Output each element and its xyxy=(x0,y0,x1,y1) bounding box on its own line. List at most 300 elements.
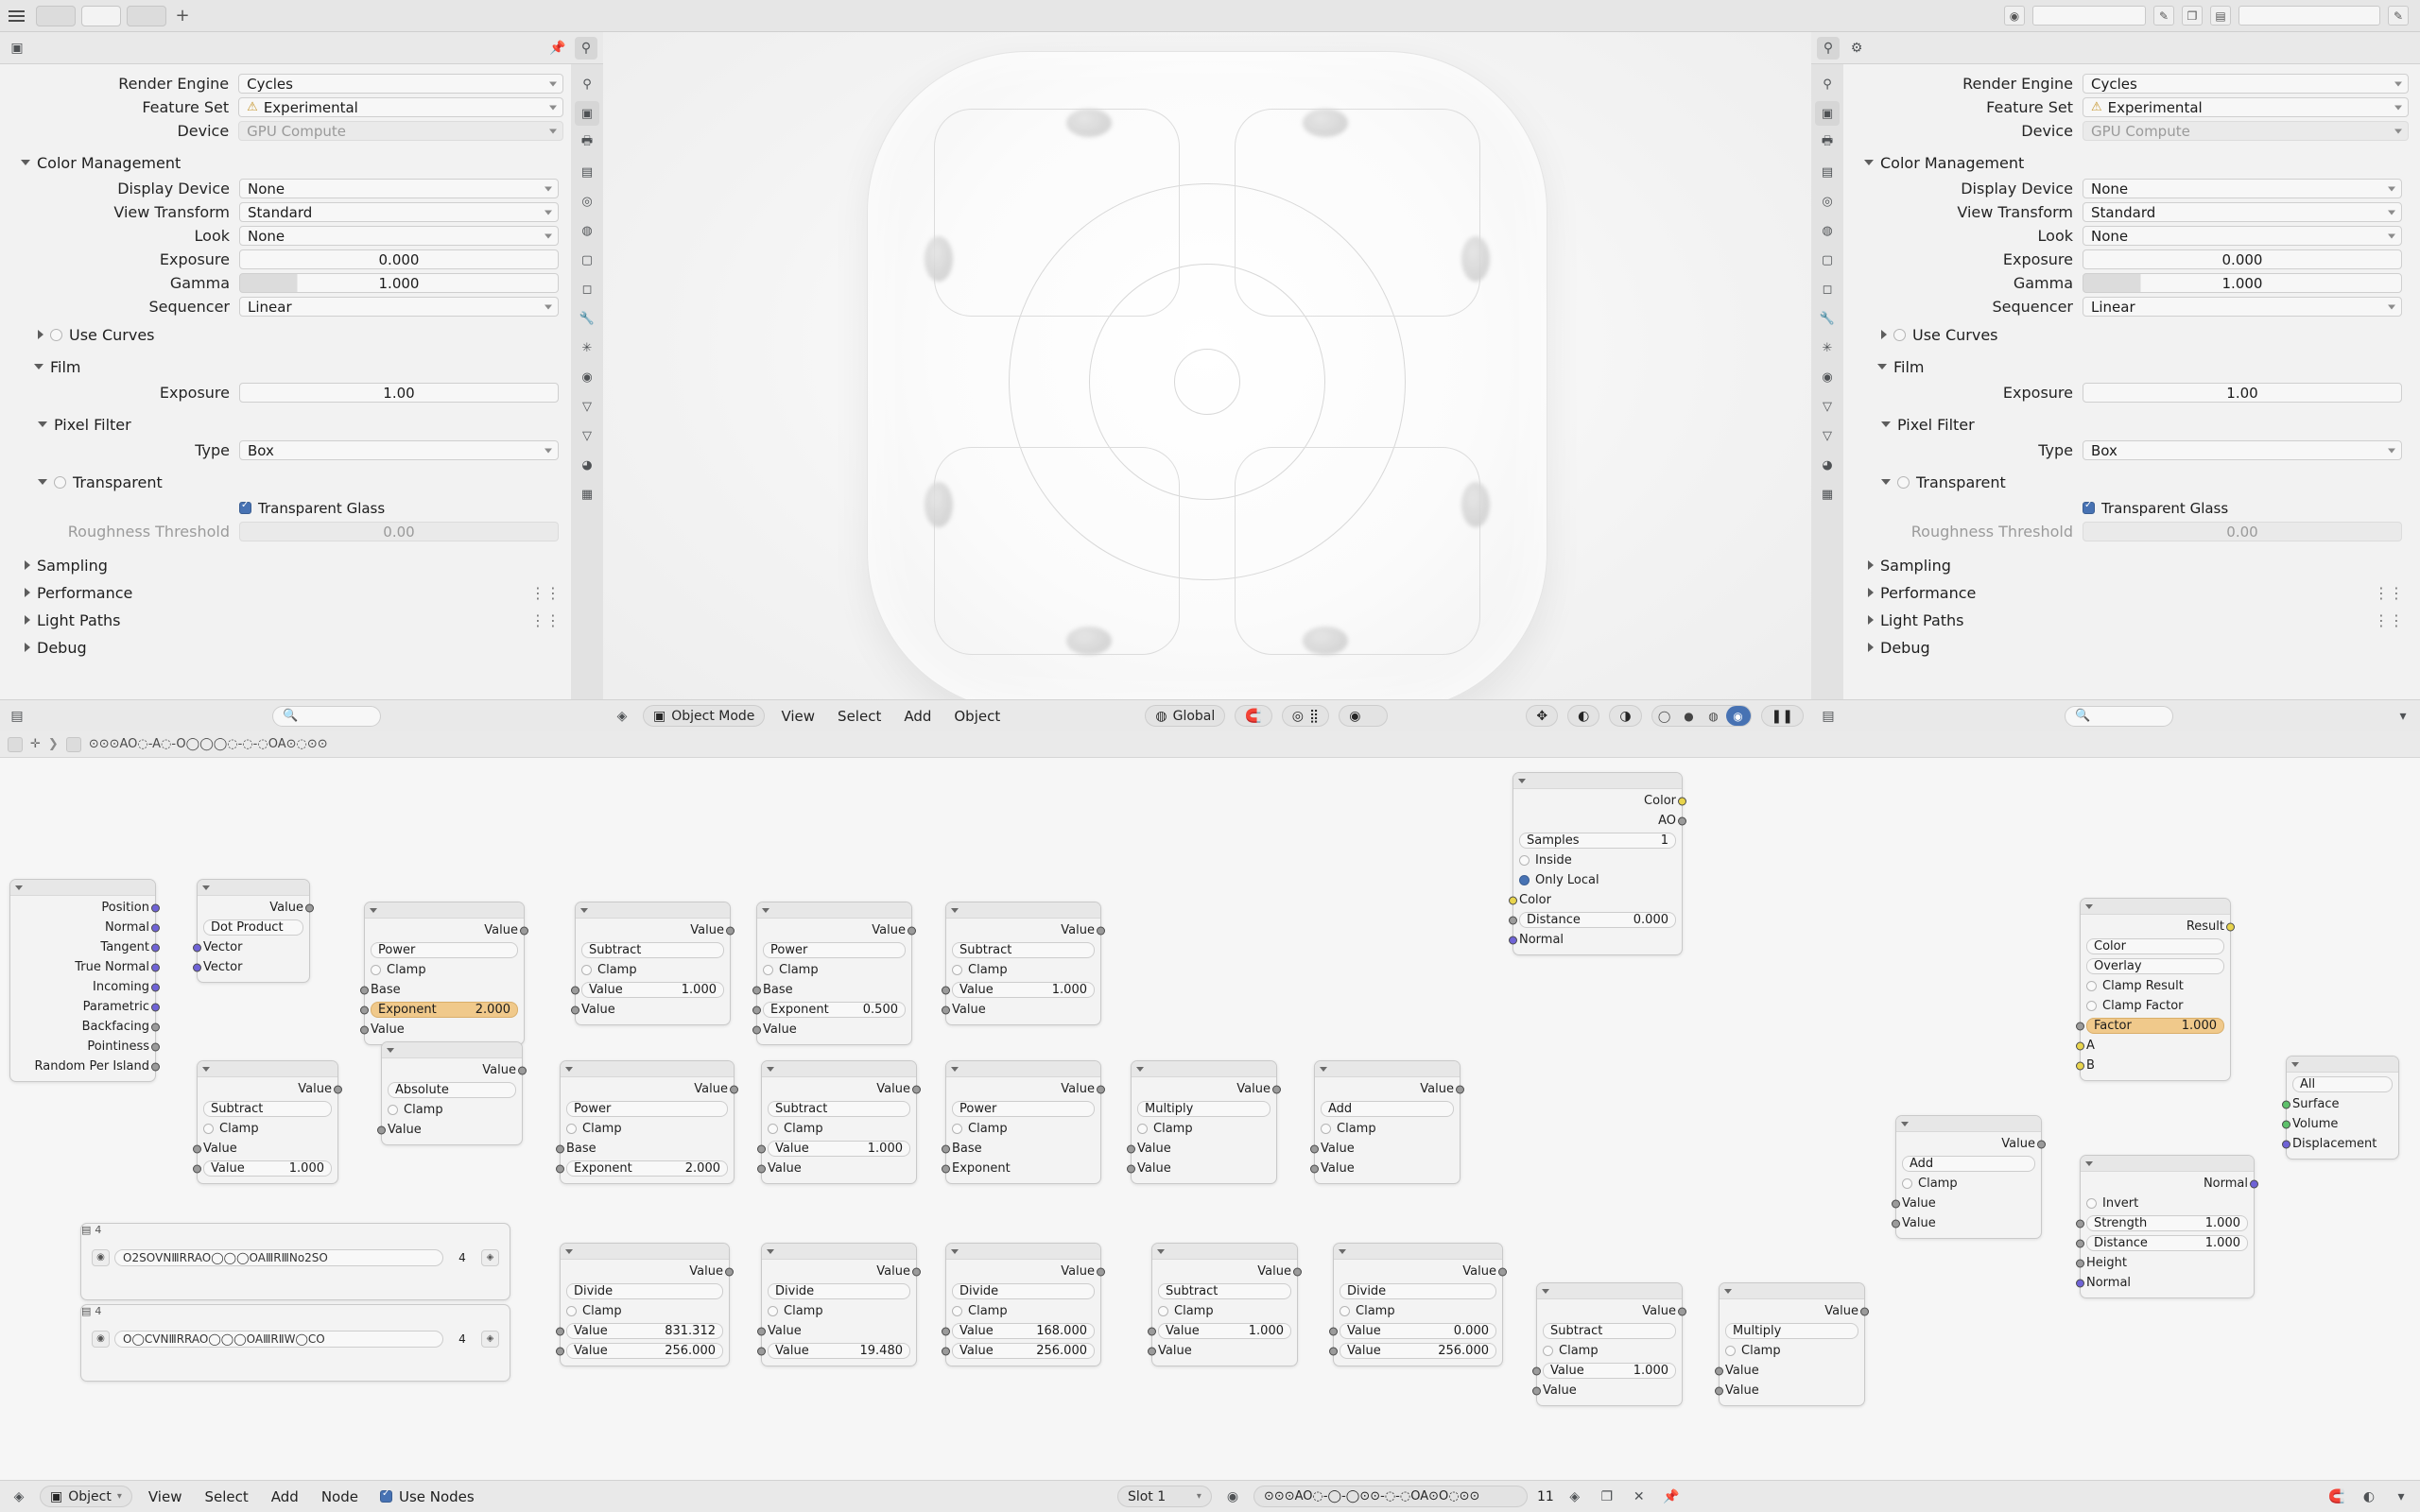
node-input-value-1[interactable]: Value 1.000 xyxy=(581,982,724,998)
node-input-value-2[interactable]: Value 256.000 xyxy=(1340,1343,1496,1359)
tab-tool-right[interactable]: ⚲ xyxy=(1823,77,1832,92)
sequencer-dropdown-right[interactable]: Linear xyxy=(2083,297,2402,317)
node-input-value-2[interactable]: Value xyxy=(581,1002,724,1018)
node-output-backfacing[interactable]: Backfacing xyxy=(16,1019,149,1035)
node-input-value[interactable]: Value xyxy=(371,1022,518,1038)
node-clamp-result-checkbox[interactable]: Clamp Result xyxy=(2086,978,2224,994)
node-math-power-2[interactable] xyxy=(756,902,912,1045)
shader-node-editor[interactable] xyxy=(0,731,2420,1512)
node-output-value[interactable]: Value xyxy=(768,1081,910,1097)
node-clamp-checkbox[interactable]: Clamp xyxy=(388,1102,516,1118)
film-exposure-field-right[interactable]: 1.00 xyxy=(2083,383,2402,403)
node-invert-checkbox[interactable]: Invert xyxy=(2086,1195,2248,1211)
tab-render-right[interactable]: ▣ xyxy=(1815,101,1840,126)
node-input-value-1[interactable]: Value 831.312 xyxy=(566,1323,723,1339)
node-math-divide-3[interactable] xyxy=(945,1243,1101,1366)
scene-icon[interactable]: ◉ xyxy=(2004,6,2025,26)
node-math-subtract-4[interactable] xyxy=(761,1060,917,1184)
node-math-add-1[interactable] xyxy=(1314,1060,1461,1184)
node-clamp-checkbox[interactable]: Clamp xyxy=(1902,1176,2035,1192)
lightpaths-extras-icon[interactable]: ⋮⋮ xyxy=(530,610,561,629)
menu-select[interactable]: Select xyxy=(838,707,882,725)
node-output-value[interactable]: Value xyxy=(1725,1303,1858,1319)
node-output-value[interactable]: Value xyxy=(768,1263,910,1280)
use-nodes-checkbox[interactable]: ✓ Use Nodes xyxy=(380,1488,475,1505)
node-header[interactable] xyxy=(946,902,1100,919)
section-transparent[interactable]: Transparent xyxy=(38,472,563,492)
section-performance-right[interactable]: Performance ⋮⋮ xyxy=(1868,582,2412,603)
node-clamp-checkbox[interactable]: Clamp xyxy=(1725,1343,1858,1359)
node-input-value[interactable]: Value xyxy=(388,1122,516,1138)
node-input-value-1[interactable]: Value xyxy=(768,1323,910,1339)
node-math-subtract-2[interactable] xyxy=(945,902,1101,1025)
node-header[interactable] xyxy=(2287,1057,2398,1073)
tab-data[interactable]: ▽ xyxy=(582,428,592,443)
node-output-value[interactable]: Value xyxy=(952,1263,1095,1280)
shading-material[interactable]: ◍ xyxy=(1708,709,1719,723)
node-input-value-2[interactable]: Value xyxy=(1321,1160,1454,1177)
node-input-a[interactable]: A xyxy=(2086,1038,2224,1054)
node-inside-checkbox[interactable]: Inside xyxy=(1519,852,1676,868)
node-input-normal[interactable]: Normal xyxy=(2086,1275,2248,1291)
use-curves-toggle[interactable]: Use Curves xyxy=(38,324,563,345)
node-output-value[interactable]: Value xyxy=(1902,1136,2035,1152)
node-input-value-2[interactable]: Value xyxy=(1902,1215,2035,1231)
viewport-overlays-toggle[interactable] xyxy=(1567,705,1599,727)
node-header[interactable] xyxy=(1720,1283,1864,1299)
node-operation-dropdown[interactable]: Power xyxy=(566,1101,728,1117)
tab-texture-right[interactable]: ▦ xyxy=(1821,487,1834,502)
node-operation-dropdown[interactable]: Multiply xyxy=(1137,1101,1270,1117)
footer-editor-type-icon[interactable]: ▤ xyxy=(10,708,24,724)
node-math-absolute[interactable] xyxy=(381,1041,523,1145)
add-workspace-button[interactable]: + xyxy=(175,5,190,26)
node-input-value-1[interactable]: Value 1.000 xyxy=(1158,1323,1291,1339)
node-header[interactable]: ▤ 4 xyxy=(81,1224,102,1236)
device-dropdown-right[interactable]: GPU Compute xyxy=(2083,121,2409,141)
node-input-value-2[interactable]: Value xyxy=(1137,1160,1270,1177)
node-menu-select[interactable]: Select xyxy=(204,1487,249,1505)
material-browse-icon[interactable]: ◉ xyxy=(1226,1488,1239,1504)
workspace-tab-1[interactable] xyxy=(36,6,76,26)
node-math-power-4[interactable] xyxy=(945,1060,1101,1184)
node-math-add-2[interactable] xyxy=(1895,1115,2042,1239)
roughness-threshold-field[interactable]: 0.00 xyxy=(239,522,559,541)
node-output-value[interactable]: Value xyxy=(763,922,906,938)
node-header[interactable] xyxy=(762,1061,916,1077)
feature-set-dropdown[interactable]: ⚠ Experimental xyxy=(238,97,563,117)
shader-type-dropdown[interactable]: ▣ Object ▾ xyxy=(40,1486,132,1507)
transparent-glass-checkbox-right[interactable]: ✓ Transparent Glass xyxy=(2083,500,2228,517)
node-menu-view[interactable]: View xyxy=(147,1487,182,1505)
node-operation-dropdown[interactable]: Divide xyxy=(768,1283,910,1299)
pin-icon[interactable]: 📌 xyxy=(549,40,566,56)
sequencer-dropdown[interactable]: Linear xyxy=(239,297,559,317)
gamma-slider-right[interactable]: 1.000 xyxy=(2083,273,2402,293)
node-math-subtract-3[interactable] xyxy=(197,1060,338,1184)
node-samples-field[interactable]: Samples 1 xyxy=(1519,833,1676,849)
tab-modifier-right[interactable]: 🔧 xyxy=(1819,311,1836,326)
snap-toggle[interactable] xyxy=(1235,705,1271,727)
node-math-subtract-5[interactable] xyxy=(1151,1243,1298,1366)
pin-node-icon[interactable]: 📌 xyxy=(1663,1488,1680,1504)
node-clamp-checkbox[interactable]: Clamp xyxy=(1321,1121,1454,1137)
node-output-random-per-island[interactable]: Random Per Island xyxy=(16,1058,149,1074)
node-output-tangent[interactable]: Tangent xyxy=(16,939,149,955)
node-header[interactable] xyxy=(2081,899,2230,915)
node-input-value-2[interactable]: Value xyxy=(768,1160,910,1177)
node-operation-dropdown[interactable]: Subtract xyxy=(1543,1323,1676,1339)
image-filename-field[interactable]: O◯CⅤNⅢRRAO◯◯◯OAⅢRⅡW◯CO xyxy=(114,1331,443,1348)
node-operation-dropdown[interactable]: Subtract xyxy=(952,942,1095,958)
node-clamp-checkbox[interactable]: Clamp xyxy=(581,962,724,978)
node-clamp-checkbox[interactable]: Clamp xyxy=(203,1121,332,1137)
node-header[interactable] xyxy=(1537,1283,1682,1299)
node-ambient-occlusion[interactable] xyxy=(1512,772,1683,955)
tab-modifier[interactable]: 🔧 xyxy=(579,311,596,326)
node-clamp-checkbox[interactable]: Clamp xyxy=(1158,1303,1291,1319)
display-device-dropdown-right[interactable]: None xyxy=(2083,179,2402,198)
new-viewlayer-icon[interactable]: ✎ xyxy=(2388,6,2409,26)
node-output-value[interactable]: Value xyxy=(1321,1081,1454,1097)
node-input-exponent[interactable]: Exponent 2.000 xyxy=(371,1002,518,1018)
properties-search-left[interactable] xyxy=(272,706,381,727)
node-output-true-normal[interactable]: True Normal xyxy=(16,959,149,975)
node-input-vector-1[interactable]: Vector xyxy=(203,939,303,955)
node-bump[interactable] xyxy=(2080,1155,2255,1298)
node-output-ao[interactable]: AO xyxy=(1519,813,1676,829)
node-input-value-1[interactable]: Value 1.000 xyxy=(952,982,1095,998)
menu-add[interactable]: Add xyxy=(904,707,932,725)
transform-orientation-dropdown[interactable]: ◍ Global xyxy=(1145,705,1225,727)
menu-icon[interactable] xyxy=(0,2,32,30)
node-input-value-2[interactable]: Value 19.480 xyxy=(768,1343,910,1359)
tab-material[interactable]: ◕ xyxy=(581,457,593,472)
node-math-power-3[interactable] xyxy=(560,1060,735,1184)
render-engine-dropdown[interactable]: Cycles xyxy=(238,74,563,94)
node-operation-dropdown[interactable]: Add xyxy=(1902,1156,2035,1172)
node-header[interactable] xyxy=(382,1042,522,1058)
node-output-value[interactable]: Value xyxy=(1137,1081,1270,1097)
look-dropdown-right[interactable]: None xyxy=(2083,226,2402,246)
node-output-value[interactable]: Value xyxy=(203,900,303,916)
node-operation-dropdown[interactable]: Power xyxy=(952,1101,1095,1117)
node-input-value-2[interactable]: Value 256.000 xyxy=(952,1343,1095,1359)
node-operation-dropdown[interactable]: Add xyxy=(1321,1101,1454,1117)
node-input-value-1[interactable]: Value 1.000 xyxy=(1543,1363,1676,1379)
shading-mode-selector[interactable] xyxy=(1651,705,1752,727)
tab-scene[interactable]: ◎ xyxy=(581,194,593,209)
tab-data-right[interactable]: ▽ xyxy=(1823,428,1832,443)
node-operation-dropdown[interactable]: Absolute xyxy=(388,1082,516,1098)
node-output-value[interactable]: Value xyxy=(388,1062,516,1078)
workspace-tab-3[interactable] xyxy=(127,6,166,26)
node-material-output[interactable] xyxy=(2286,1056,2399,1160)
tab-output[interactable]: 🖶 xyxy=(580,134,594,148)
viewport-canvas[interactable] xyxy=(603,32,1811,731)
node-header[interactable] xyxy=(198,880,309,896)
node-input-height[interactable]: Height xyxy=(2086,1255,2248,1271)
node-input-value[interactable]: Value xyxy=(763,1022,906,1038)
node-input-exponent[interactable]: Exponent 0.500 xyxy=(763,1002,906,1018)
editor-type-icon-right[interactable]: ⚲ xyxy=(1817,37,1840,60)
node-input-base[interactable]: Base xyxy=(763,982,906,998)
node-operation-dropdown[interactable]: Subtract xyxy=(1158,1283,1291,1299)
node-input-value-1[interactable]: Value xyxy=(1902,1195,2035,1211)
xray-toggle[interactable] xyxy=(1609,705,1641,727)
performance-extras-icon[interactable]: ⋮⋮ xyxy=(530,583,561,602)
film-exposure-field[interactable]: 1.00 xyxy=(239,383,559,403)
tab-collection-right[interactable]: ▢ xyxy=(1821,252,1834,267)
filter-type-dropdown-right[interactable]: Box xyxy=(2083,440,2402,460)
visibility-toggle[interactable] xyxy=(1339,705,1388,727)
tab-tool[interactable]: ⚲ xyxy=(582,77,592,92)
tab-physics[interactable]: ◉ xyxy=(581,369,593,385)
scene-field[interactable] xyxy=(2032,6,2146,26)
node-image-texture-1[interactable] xyxy=(80,1223,510,1300)
node-mix-color[interactable] xyxy=(2080,898,2231,1081)
node-vector-math[interactable] xyxy=(197,879,310,983)
node-input-value-2[interactable]: Value 1.000 xyxy=(203,1160,332,1177)
tool-icon[interactable]: ⚲ xyxy=(575,37,597,60)
gamma-slider[interactable]: 1.000 xyxy=(239,273,559,293)
node-math-multiply-2[interactable] xyxy=(1719,1282,1865,1406)
node-math-power-1[interactable] xyxy=(364,902,525,1045)
node-input-value-2[interactable]: Value xyxy=(1725,1383,1858,1399)
tab-scene-right[interactable]: ◎ xyxy=(1822,194,1833,209)
workspace-tab-2[interactable] xyxy=(81,6,121,26)
node-menu-add[interactable]: Add xyxy=(270,1487,299,1505)
menu-object[interactable]: Object xyxy=(954,707,1001,725)
section-color-management[interactable]: Color Management xyxy=(21,152,563,173)
node-options-icon[interactable]: ▾ xyxy=(2397,1488,2405,1504)
node-header[interactable] xyxy=(762,1244,916,1260)
node-header[interactable] xyxy=(1152,1244,1297,1260)
node-input-factor[interactable]: Factor 1.000 xyxy=(2086,1018,2224,1034)
view-transform-dropdown-right[interactable]: Standard xyxy=(2083,202,2402,222)
node-operation-dropdown[interactable]: Subtract xyxy=(768,1101,910,1117)
node-output-value[interactable]: Value xyxy=(1340,1263,1496,1280)
section-debug-right[interactable]: Debug xyxy=(1868,637,2412,658)
shading-wireframe[interactable]: ◯ xyxy=(1657,709,1671,723)
node-output-value[interactable]: Value xyxy=(203,1081,332,1097)
section-performance[interactable]: Performance ⋮⋮ xyxy=(25,582,563,603)
tab-particles[interactable]: ✳ xyxy=(581,340,593,355)
new-scene-icon[interactable]: ✎ xyxy=(2153,6,2174,26)
node-clamp-checkbox[interactable]: Clamp xyxy=(768,1303,910,1319)
node-input-value-1[interactable]: Value 1.000 xyxy=(768,1141,910,1157)
node-input-volume[interactable]: Volume xyxy=(2292,1116,2393,1132)
exposure-slider-right[interactable]: 0.000 xyxy=(2083,249,2402,269)
node-header[interactable] xyxy=(2081,1156,2254,1172)
tab-object-right[interactable]: ◻ xyxy=(1822,282,1833,297)
node-clamp-checkbox[interactable]: Clamp xyxy=(952,1303,1095,1319)
node-operation-dropdown[interactable]: Subtract xyxy=(581,942,724,958)
node-input-color[interactable]: Color xyxy=(1519,892,1676,908)
node-input-strength[interactable]: Strength 1.000 xyxy=(2086,1215,2248,1231)
snap-node-icon[interactable]: 🧲 xyxy=(2328,1488,2345,1504)
node-clamp-checkbox[interactable]: Clamp xyxy=(1137,1121,1270,1137)
viewport-editor-type-icon[interactable]: ◈ xyxy=(616,708,628,724)
viewlayer-icon[interactable]: ▤ xyxy=(2210,6,2231,26)
properties-options-icon[interactable]: ▾ xyxy=(2399,708,2407,724)
node-header[interactable] xyxy=(561,1244,729,1260)
node-input-value-1[interactable]: Value 0.000 xyxy=(1340,1323,1496,1339)
editor-type-icon[interactable]: ▣ xyxy=(10,40,24,56)
section-transparent-right[interactable]: Transparent xyxy=(1881,472,2412,492)
node-output-color[interactable]: Color xyxy=(1519,793,1676,809)
copy-scene-icon[interactable]: ❐ xyxy=(2182,6,2203,26)
node-clamp-factor-checkbox[interactable]: Clamp Factor xyxy=(2086,998,2224,1014)
node-input-value-2[interactable]: Value 256.000 xyxy=(566,1343,723,1359)
image-browse-icon[interactable]: ◉ xyxy=(92,1331,110,1348)
node-operation-dropdown[interactable]: Power xyxy=(763,942,906,958)
roughness-threshold-field-right[interactable]: 0.00 xyxy=(2083,522,2402,541)
node-input-distance[interactable]: Distance 1.000 xyxy=(2086,1235,2248,1251)
node-operation-dropdown[interactable]: Power xyxy=(371,942,518,958)
node-input-value-1[interactable]: Value xyxy=(1725,1363,1858,1379)
node-canvas[interactable] xyxy=(0,758,2420,1480)
slot-dropdown[interactable]: Slot 1 ▾ xyxy=(1117,1486,1212,1507)
node-menu-node[interactable]: Node xyxy=(320,1487,358,1505)
performance-extras-icon-right[interactable]: ⋮⋮ xyxy=(2374,583,2404,602)
lightpaths-extras-icon-right[interactable]: ⋮⋮ xyxy=(2374,610,2404,629)
image-shield-icon[interactable]: ◈ xyxy=(481,1331,499,1348)
node-output-value[interactable]: Value xyxy=(566,1081,728,1097)
node-output-parametric[interactable]: Parametric xyxy=(16,999,149,1015)
node-input-value-2[interactable]: Value xyxy=(1543,1383,1676,1399)
node-input-surface[interactable]: Surface xyxy=(2292,1096,2393,1112)
node-header[interactable] xyxy=(576,902,730,919)
node-input-value-1[interactable]: Value 168.000 xyxy=(952,1323,1095,1339)
node-header[interactable] xyxy=(1896,1116,2041,1132)
node-input-vector-2[interactable]: Vector xyxy=(203,959,303,975)
node-input-exponent[interactable]: Exponent 2.000 xyxy=(566,1160,728,1177)
tab-particles-right[interactable]: ✳ xyxy=(1822,340,1833,355)
exposure-slider[interactable]: 0.000 xyxy=(239,249,559,269)
node-header[interactable] xyxy=(946,1244,1100,1260)
transparent-glass-checkbox[interactable]: ✓ Transparent Glass xyxy=(239,500,385,517)
viewlayer-field[interactable] xyxy=(2238,6,2380,26)
use-curves-toggle-right[interactable]: Use Curves xyxy=(1881,324,2412,345)
node-operation-dropdown[interactable]: Divide xyxy=(566,1283,723,1299)
tab-physics-right[interactable]: ◉ xyxy=(1822,369,1833,385)
node-input-value-2[interactable]: Value xyxy=(952,1002,1095,1018)
view-transform-dropdown[interactable]: Standard xyxy=(239,202,559,222)
node-output-value[interactable]: Value xyxy=(566,1263,723,1280)
unlink-material-icon[interactable]: ✕ xyxy=(1633,1488,1645,1504)
node-output-value[interactable]: Value xyxy=(952,922,1095,938)
node-header[interactable] xyxy=(1513,773,1682,789)
feature-set-dropdown-right[interactable]: ⚠ Experimental xyxy=(2083,97,2409,117)
section-light-paths[interactable]: Light Paths ⋮⋮ xyxy=(25,610,563,630)
section-color-management-right[interactable]: Color Management xyxy=(1864,152,2412,173)
node-clamp-checkbox[interactable]: Clamp xyxy=(566,1121,728,1137)
footer-editor-type-icon-right[interactable]: ▤ xyxy=(1822,708,1835,724)
menu-view[interactable]: View xyxy=(781,707,816,725)
tab-constraint-right[interactable]: ▽ xyxy=(1823,399,1832,414)
node-header[interactable] xyxy=(757,902,911,919)
viewport-gizmo-toggle[interactable] xyxy=(1526,705,1558,727)
node-output-normal[interactable]: Normal xyxy=(16,919,149,936)
node-operation-dropdown[interactable]: Subtract xyxy=(203,1101,332,1117)
section-light-paths-right[interactable]: Light Paths ⋮⋮ xyxy=(1868,610,2412,630)
object-icon[interactable] xyxy=(8,737,23,752)
filter-type-dropdown[interactable]: Box xyxy=(239,440,559,460)
section-pixel-filter[interactable]: Pixel Filter xyxy=(38,414,563,435)
tab-object[interactable]: ◻ xyxy=(581,282,593,297)
tab-viewlayer[interactable]: ▤ xyxy=(580,164,594,180)
node-datatype-dropdown[interactable]: Color xyxy=(2086,938,2224,954)
node-blendmode-dropdown[interactable]: Overlay xyxy=(2086,958,2224,974)
node-header[interactable] xyxy=(1132,1061,1276,1077)
node-clamp-checkbox[interactable]: Clamp xyxy=(371,962,518,978)
node-clamp-checkbox[interactable]: Clamp xyxy=(1340,1303,1496,1319)
node-clamp-checkbox[interactable]: Clamp xyxy=(952,1121,1095,1137)
node-clamp-checkbox[interactable]: Clamp xyxy=(566,1303,723,1319)
tab-viewlayer-right[interactable]: ▤ xyxy=(1821,164,1834,180)
node-input-base[interactable]: Base xyxy=(371,982,518,998)
node-clamp-checkbox[interactable]: Clamp xyxy=(763,962,906,978)
node-only-local-checkbox[interactable]: Only Local xyxy=(1519,872,1676,888)
node-header[interactable] xyxy=(10,880,155,896)
node-input-exponent[interactable]: Exponent xyxy=(952,1160,1095,1177)
node-operation-dropdown[interactable]: Divide xyxy=(1340,1283,1496,1299)
section-pixel-filter-right[interactable]: Pixel Filter xyxy=(1881,414,2412,435)
tab-material-right[interactable]: ◕ xyxy=(1822,457,1833,472)
tab-render[interactable]: ▣ xyxy=(575,101,599,126)
node-math-divide-4[interactable] xyxy=(1333,1243,1503,1366)
node-header[interactable] xyxy=(561,1061,734,1077)
node-math-multiply-1[interactable] xyxy=(1131,1060,1277,1184)
image-filename-field[interactable]: O2SOⅤNⅢRRAO◯◯◯OAⅢRⅢNo2SO xyxy=(114,1249,443,1266)
node-header[interactable] xyxy=(1334,1244,1502,1260)
shading-rendered[interactable]: ◉ xyxy=(1726,706,1751,726)
interaction-mode-dropdown[interactable]: ▣ Object Mode xyxy=(643,705,765,727)
node-output-value[interactable]: Value xyxy=(952,1081,1095,1097)
3d-viewport[interactable] xyxy=(603,32,1811,731)
node-output-incoming[interactable]: Incoming xyxy=(16,979,149,995)
node-output-value[interactable]: Value xyxy=(1158,1263,1291,1280)
node-clamp-checkbox[interactable]: Clamp xyxy=(1543,1343,1676,1359)
tab-world-right[interactable]: ◍ xyxy=(1822,223,1833,238)
node-input-b[interactable]: B xyxy=(2086,1057,2224,1074)
node-operation-dropdown[interactable]: Divide xyxy=(952,1283,1095,1299)
tool-icon-right[interactable]: ⚙ xyxy=(1850,40,1863,56)
node-image-texture-2[interactable] xyxy=(80,1304,510,1382)
section-film[interactable]: Film xyxy=(34,356,563,377)
node-header[interactable]: ▤ 4 xyxy=(81,1305,102,1317)
node-math-divide-1[interactable] xyxy=(560,1243,730,1366)
node-input-displacement[interactable]: Displacement xyxy=(2292,1136,2393,1152)
node-geometry[interactable] xyxy=(9,879,156,1082)
node-output-value[interactable]: Value xyxy=(581,922,724,938)
shading-solid[interactable]: ● xyxy=(1684,709,1694,723)
node-target-dropdown[interactable]: All xyxy=(2292,1076,2393,1092)
node-math-divide-2[interactable] xyxy=(761,1243,917,1366)
node-clamp-checkbox[interactable]: Clamp xyxy=(952,962,1095,978)
node-clamp-checkbox[interactable]: Clamp xyxy=(768,1121,910,1137)
look-dropdown[interactable]: None xyxy=(239,226,559,246)
fake-user-icon[interactable]: ◈ xyxy=(1569,1488,1581,1504)
node-input-value-1[interactable]: Value xyxy=(1321,1141,1454,1157)
material-icon[interactable] xyxy=(66,737,81,752)
material-name-field[interactable]: ⊙⊙⊙AO◌-◯-◯⊙⊙-◌-◌OA⊙O◌⊙⊙ xyxy=(1253,1486,1528,1507)
section-sampling-right[interactable]: Sampling xyxy=(1868,555,2412,576)
tab-world[interactable]: ◍ xyxy=(581,223,593,238)
node-input-normal[interactable]: Normal xyxy=(1519,932,1676,948)
section-sampling[interactable]: Sampling xyxy=(25,555,563,576)
